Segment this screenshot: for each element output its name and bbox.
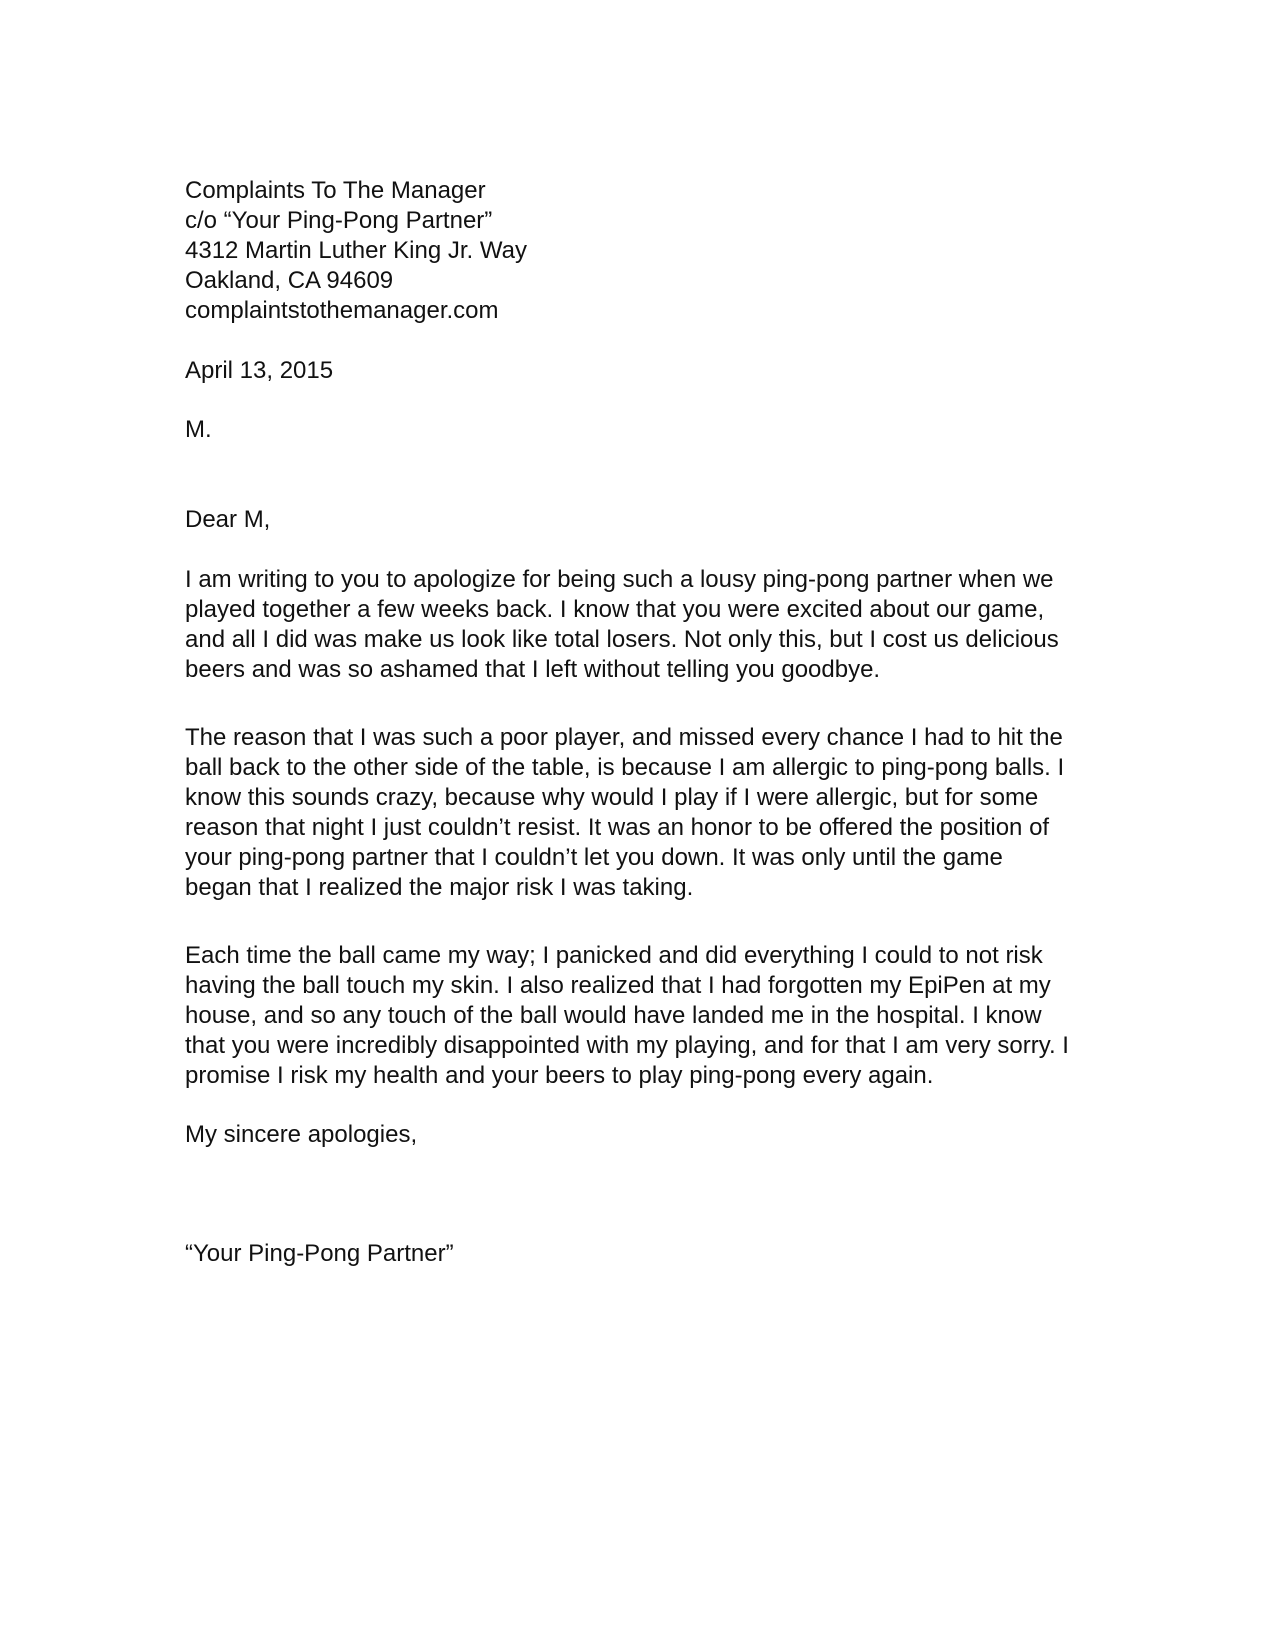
sender-name: Complaints To The Manager <box>185 177 486 204</box>
recipient-name: M. <box>185 416 212 443</box>
body-paragraph-1 <box>185 565 1085 685</box>
paragraph-line: promise I risk my health and your beers to play ping-pong every again. <box>185 1062 934 1089</box>
sender-city-state-zip: Oakland, CA 94609 <box>185 267 394 294</box>
sender-street: 4312 Martin Luther King Jr. Way <box>185 237 527 264</box>
paragraph-line: began that I realized the major risk I was taking. <box>185 874 694 901</box>
paragraph-line: house, and so any touch of the ball would have landed me in the hospital. I know <box>185 1002 1042 1029</box>
paragraph-line: reason that night I just couldn’t resist. It was an honor to be offered the position of <box>185 814 1050 841</box>
paragraph-line: The reason that I was such a poor player, and missed every chance I had to hit the <box>185 724 1063 751</box>
closing: My sincere apologies, <box>185 1121 418 1148</box>
signature: “Your Ping-Pong Partner” <box>185 1240 454 1267</box>
paragraph-line: that you were incredibly disappointed with my playing, and for that I am very sorry. I <box>185 1032 1069 1059</box>
salutation: Dear M, <box>185 506 271 533</box>
paragraph-line: ball back to the other side of the table, is because I am allergic to ping-pong balls. I <box>185 754 1065 781</box>
paragraph-line: Each time the ball came my way; I panicked and did everything I could to not risk <box>185 942 1043 969</box>
sender-website: complaintstothemanager.com <box>185 297 499 324</box>
body-paragraph-2 <box>185 723 1085 903</box>
paragraph-line: your ping-pong partner that I couldn’t let you down. It was only until the game <box>185 844 1003 871</box>
paragraph-line: having the ball touch my skin. I also realized that I had forgotten my EpiPen at my <box>185 972 1051 999</box>
sender-care-of: c/o “Your Ping-Pong Partner” <box>185 207 493 234</box>
paragraph-line: beers and was so ashamed that I left without telling you goodbye. <box>185 656 881 683</box>
paragraph-line: I am writing to you to apologize for being such a lousy ping-pong partner when we <box>185 566 1054 593</box>
paragraph-line: and all I did was make us look like total losers. Not only this, but I cost us delicious <box>185 626 1059 653</box>
body-paragraph-3 <box>185 941 1085 1091</box>
letter-date: April 13, 2015 <box>185 357 334 384</box>
sender-address-block <box>185 176 1085 326</box>
paragraph-line: know this sounds crazy, because why would I play if I were allergic, but for some <box>185 784 1039 811</box>
paragraph-line: played together a few weeks back. I know that you were excited about our game, <box>185 596 1045 623</box>
